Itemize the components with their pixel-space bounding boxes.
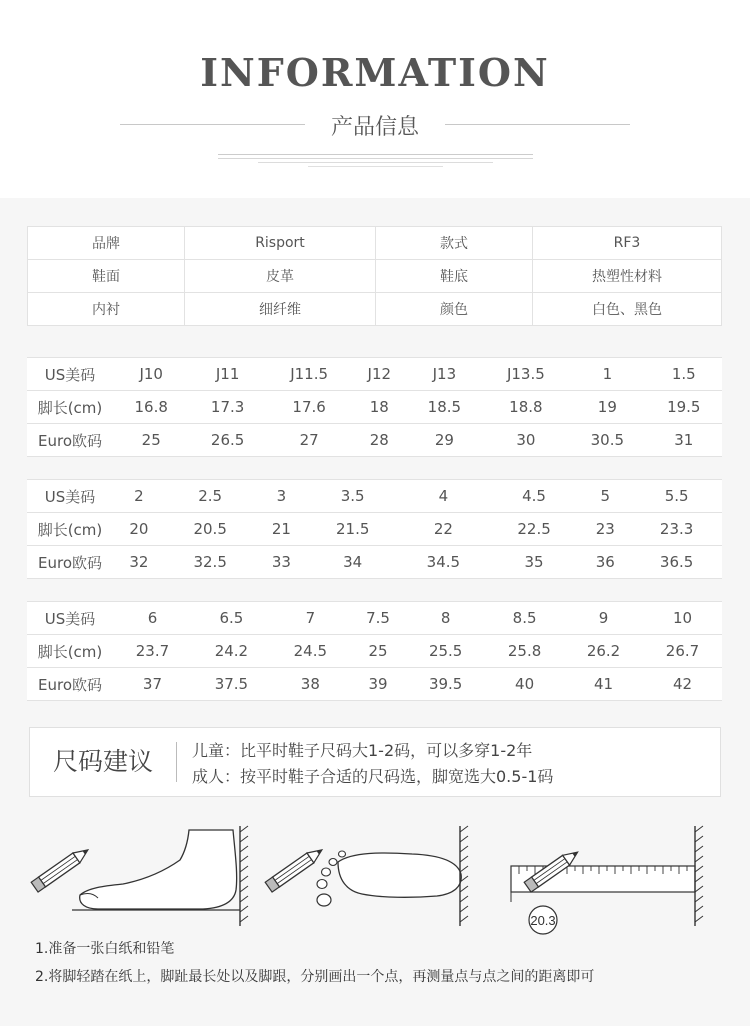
size-cell: 16.8 [113, 391, 189, 424]
size-cell: 25.8 [485, 635, 564, 668]
table-row [27, 358, 722, 391]
size-cell: 39.5 [406, 668, 485, 701]
size-cell: 41 [564, 668, 643, 701]
size-cell: 5 [579, 480, 631, 513]
size-cell: 22.5 [489, 513, 580, 546]
size-cell: 21.5 [307, 513, 398, 546]
size-cell: 4.5 [489, 480, 580, 513]
pencil-icon [265, 845, 325, 892]
info-value-lining: 细纤维 [185, 293, 376, 326]
size-cell: 28 [352, 424, 406, 457]
size-cell: 31 [646, 424, 722, 457]
size-cell: J13 [406, 358, 482, 391]
header [0, 0, 750, 200]
row-label-foot-length: 脚长(cm) [27, 513, 113, 546]
table-row [28, 227, 722, 260]
info-value-model: RF3 [533, 227, 722, 260]
size-advice-title: 尺码建议 [52, 747, 153, 776]
table-row [28, 260, 722, 293]
ruler-measure-illustration [505, 822, 720, 937]
size-cell: 20.5 [165, 513, 256, 546]
size-cell: 25.5 [406, 635, 485, 668]
size-cell: 18.5 [406, 391, 482, 424]
foot-side-illustration [28, 822, 258, 932]
advice-divider [176, 742, 177, 782]
info-label-sole: 鞋底 [376, 260, 533, 293]
step-1: 1.准备一张白纸和铅笔 [35, 941, 175, 957]
info-label-model: 款式 [376, 227, 533, 260]
table-row [28, 293, 722, 326]
size-cell: 25 [350, 635, 406, 668]
row-label-euro: Euro欧码 [27, 546, 113, 579]
size-table-1 [27, 357, 722, 457]
size-cell: 39 [350, 668, 406, 701]
size-cell: 29 [406, 424, 482, 457]
wall-icon [240, 826, 248, 926]
table-row [27, 424, 722, 457]
size-cell: 1.5 [646, 358, 722, 391]
size-cell: J13.5 [483, 358, 570, 391]
subtitle-block [120, 110, 630, 140]
row-label-foot-length: 脚长(cm) [27, 391, 113, 424]
size-cell: 33 [256, 546, 308, 579]
size-cell: 32 [113, 546, 165, 579]
info-label-color: 颜色 [376, 293, 533, 326]
info-label-lining: 内衬 [28, 293, 185, 326]
row-label-euro: Euro欧码 [27, 668, 113, 701]
size-cell: 23.3 [631, 513, 722, 546]
info-label-brand: 品牌 [28, 227, 185, 260]
row-label-foot-length: 脚长(cm) [27, 635, 113, 668]
size-cell: 26.5 [189, 424, 265, 457]
product-info-table [27, 226, 722, 326]
measure-badge [529, 906, 557, 934]
size-cell: 26.7 [643, 635, 722, 668]
row-label-us: US美码 [27, 602, 113, 635]
size-cell: 18 [352, 391, 406, 424]
table-row [27, 602, 722, 635]
size-cell: 37.5 [192, 668, 271, 701]
row-label-us: US美码 [27, 480, 113, 513]
info-value-color: 白色、黑色 [533, 293, 722, 326]
size-cell: J11 [189, 358, 265, 391]
row-label-us: US美码 [27, 358, 113, 391]
size-cell: 9 [564, 602, 643, 635]
size-cell: 27 [266, 424, 353, 457]
size-cell: 10 [643, 602, 722, 635]
size-cell: 17.6 [266, 391, 353, 424]
size-cell: 2 [113, 480, 165, 513]
size-cell: 22 [398, 513, 489, 546]
size-table-2 [27, 479, 722, 579]
size-cell: 3 [256, 480, 308, 513]
size-cell: 5.5 [631, 480, 722, 513]
size-cell: 25 [113, 424, 189, 457]
size-cell: 37 [113, 668, 192, 701]
info-value-brand: Risport [185, 227, 376, 260]
pencil-icon [31, 845, 91, 892]
size-cell: 42 [643, 668, 722, 701]
table-row [27, 635, 722, 668]
advice-children: 儿童：比平时鞋子尺码大1-2码，可以多穿1-2年 [192, 741, 533, 760]
size-cell: 6 [113, 602, 192, 635]
foot-top-illustration [262, 822, 492, 932]
foot-top-icon [317, 851, 461, 906]
size-cell: 26.2 [564, 635, 643, 668]
size-cell: 34.5 [398, 546, 489, 579]
info-label-upper: 鞋面 [28, 260, 185, 293]
size-cell: 30.5 [569, 424, 645, 457]
size-cell: 4 [398, 480, 489, 513]
row-label-euro: Euro欧码 [27, 424, 113, 457]
page-title: INFORMATION [200, 50, 550, 95]
info-value-upper: 皮革 [185, 260, 376, 293]
foot-side-icon [72, 830, 240, 910]
size-cell: 8.5 [485, 602, 564, 635]
size-cell: 38 [271, 668, 350, 701]
size-cell: 30 [483, 424, 570, 457]
size-cell: 19 [569, 391, 645, 424]
size-table-3 [27, 601, 722, 701]
size-cell: 17.3 [189, 391, 265, 424]
size-cell: 36.5 [631, 546, 722, 579]
table-row [27, 480, 722, 513]
size-advice-box [29, 727, 721, 797]
size-cell: J12 [352, 358, 406, 391]
decorative-fine-print [218, 153, 533, 173]
advice-adults: 成人：按平时鞋子合适的尺码选，脚宽选大0.5-1码 [192, 767, 554, 786]
subtitle-divider-right [445, 124, 630, 125]
size-cell: 7 [271, 602, 350, 635]
size-cell: 2.5 [165, 480, 256, 513]
size-cell: 32.5 [165, 546, 256, 579]
size-cell: J11.5 [266, 358, 353, 391]
table-row [27, 513, 722, 546]
size-cell: 23 [579, 513, 631, 546]
page-subtitle: 产品信息 [330, 115, 419, 140]
size-cell: 20 [113, 513, 165, 546]
info-value-sole: 热塑性材料 [533, 260, 722, 293]
size-cell: J10 [113, 358, 189, 391]
size-cell: 36 [579, 546, 631, 579]
size-cell: 23.7 [113, 635, 192, 668]
size-cell: 7.5 [350, 602, 406, 635]
step-2: 2.将脚轻踏在纸上，脚趾最长处以及脚跟，分别画出一个点，再测量点与点之间的距离即可 [35, 969, 595, 985]
size-cell: 35 [489, 546, 580, 579]
size-cell: 34 [307, 546, 398, 579]
size-cell: 8 [406, 602, 485, 635]
size-cell: 24.5 [271, 635, 350, 668]
measure-value: 20.3 [530, 913, 556, 928]
size-cell: 24.2 [192, 635, 271, 668]
size-cell: 1 [569, 358, 645, 391]
size-cell: 21 [256, 513, 308, 546]
size-cell: 18.8 [483, 391, 570, 424]
wall-icon [695, 826, 703, 926]
size-cell: 40 [485, 668, 564, 701]
table-row [27, 546, 722, 579]
table-row [27, 668, 722, 701]
size-cell: 3.5 [307, 480, 398, 513]
size-cell: 19.5 [646, 391, 722, 424]
table-row [27, 391, 722, 424]
size-cell: 6.5 [192, 602, 271, 635]
